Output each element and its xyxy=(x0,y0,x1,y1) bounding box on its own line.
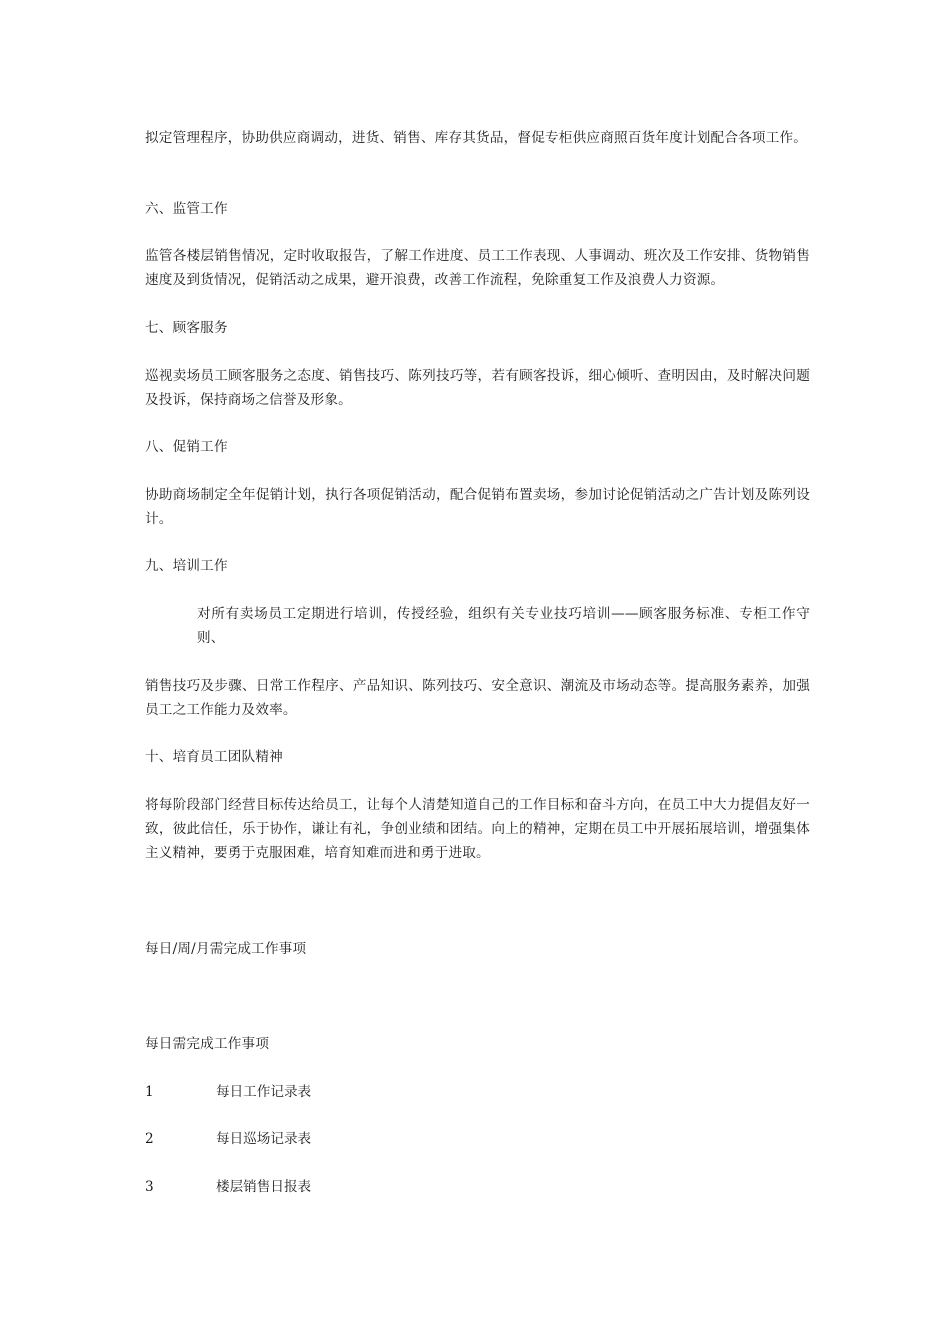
paragraph-promotion: 协助商场制定全年促销计划，执行各项促销活动，配合促销布置卖场，参加讨论促销活动之广告计划及陈列设计。 xyxy=(145,487,810,527)
paragraph-training-a: 对所有卖场员工定期进行培训，传授经验，组织有关专业技巧培训——顾客服务标准、专柜工作守则、 xyxy=(197,606,810,646)
paragraph-supervision: 监管各楼层销售情况，定时收取报告，了解工作进度、员工工作表现、人事调动、班次及工作安排、货物销售速度及到货情况，促销活动之成果，避开浪费，改善工作流程，免除重复工作及浪费人力资源。 xyxy=(145,248,810,288)
heading-training: 九、培训工作 xyxy=(145,558,228,574)
paragraph-purchase: 拟定管理程序，协助供应商调动，进货、销售、库存其货品，督促专柜供应商照百货年度计划配合各项工作。 xyxy=(145,130,808,146)
paragraph-team-spirit: 将每阶段部门经营目标传达给员工，让每个人清楚知道自己的工作目标和奋斗方向，在员工中大力提倡友好一致，彼此信任，乐于协作，谦让有礼，争创业绩和团结。向上的精神，定期在员工中开展拓展培训，增强集体主义精神，要勇于克服困难，培育知难而进和勇于进取。 xyxy=(145,797,810,861)
paragraph-training-b: 销售技巧及步骤、日常工作程序、产品知识、陈列技巧、安全意识、潮流及市场动态等。提高服务素养，加强员工之工作能力及效率。 xyxy=(145,678,810,718)
list-item-label: 楼层销售日报表 xyxy=(216,1179,312,1195)
heading-team-spirit: 十、培育员工团队精神 xyxy=(145,749,283,765)
heading-supervision: 六、监管工作 xyxy=(145,201,228,217)
list-item-label: 每日巡场记录表 xyxy=(216,1131,312,1147)
list-item-number: 1 xyxy=(145,1084,154,1100)
heading-customer-service: 七、顾客服务 xyxy=(145,320,228,336)
paragraph-customer-service: 巡视卖场员工顾客服务之态度、销售技巧、陈列技巧等，若有顾客投诉，细心倾听、查明因由，及时解决问题及投诉，保持商场之信誉及形象。 xyxy=(145,368,810,408)
heading-promotion: 八、促销工作 xyxy=(145,439,228,455)
heading-daily-tasks: 每日需完成工作事项 xyxy=(145,1036,270,1052)
list-item-number: 2 xyxy=(145,1131,154,1147)
list-item-number: 3 xyxy=(145,1179,154,1195)
heading-tasks: 每日/周/月需完成工作事项 xyxy=(145,941,307,957)
list-item-label: 每日工作记录表 xyxy=(216,1084,312,1100)
